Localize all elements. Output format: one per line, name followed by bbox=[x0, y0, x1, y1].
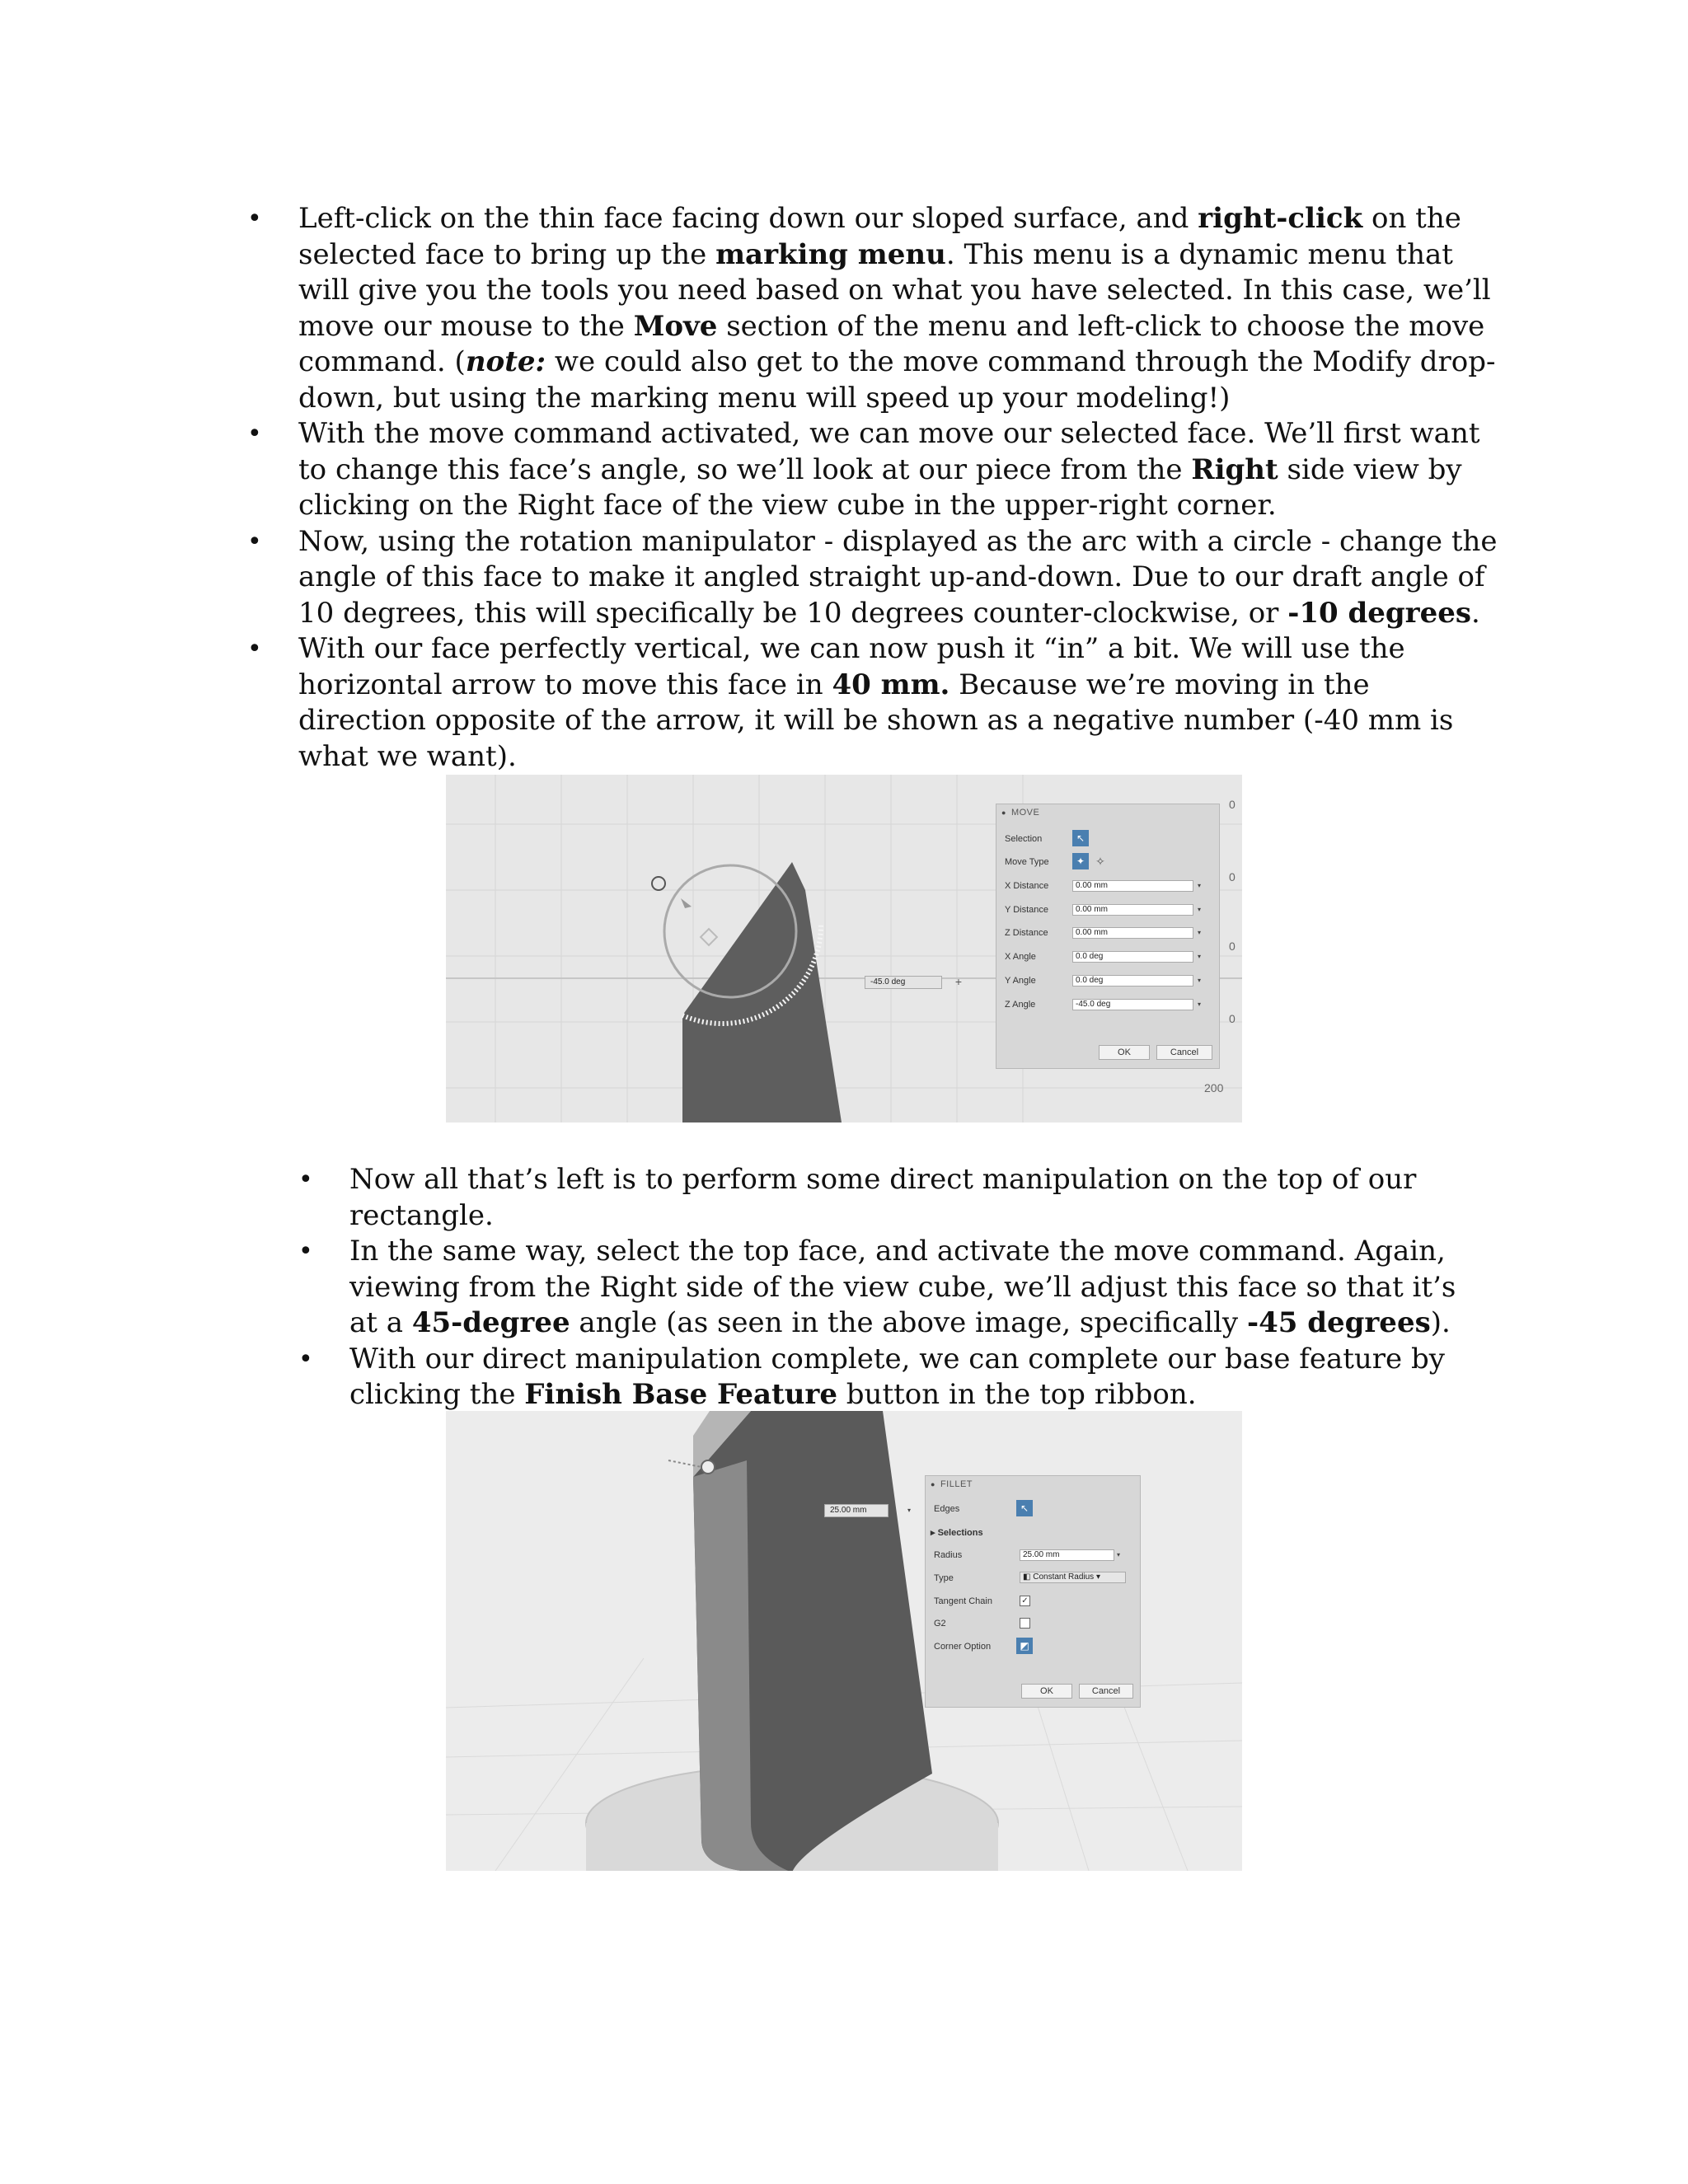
type-label: Type bbox=[934, 1573, 954, 1583]
axis-label: 0 bbox=[1229, 940, 1236, 953]
x-angle-field[interactable]: 0.0 deg bbox=[1072, 951, 1193, 963]
dropdown-icon[interactable]: ▾ bbox=[1198, 929, 1202, 936]
y-angle-field[interactable]: 0.0 deg bbox=[1072, 975, 1193, 987]
z-angle-label: Z Angle bbox=[1005, 1000, 1036, 1010]
tangent-chain-label: Tangent Chain bbox=[934, 1596, 992, 1606]
text-run: With our face perfectly vertical, we can now push it “in” a bit. We will use the horizontal arrow to move this face in bbox=[298, 632, 1405, 701]
radius-input[interactable]: 25.00 mm bbox=[824, 1504, 889, 1517]
move-screenshot bbox=[446, 775, 1242, 1122]
radius-field[interactable]: 25.00 mm bbox=[1020, 1549, 1114, 1561]
list-item bbox=[298, 1342, 1469, 1413]
angle-input[interactable]: -45.0 deg bbox=[865, 976, 942, 989]
text-run: we could also get to the move command through the Modify drop-down, but using the marking menu will speed up your modeling!) bbox=[298, 345, 1496, 415]
text-run: Now all that’s left is to perform some direct manipulation on the top of our rectangle. bbox=[349, 1163, 1417, 1232]
text-run: button in the top ribbon. bbox=[837, 1378, 1197, 1411]
instruction-list-2 bbox=[298, 1162, 1469, 1413]
axis-label: 0 bbox=[1229, 870, 1236, 883]
bold-text: Finish Base Feature bbox=[524, 1378, 837, 1411]
dropdown-icon[interactable]: ▾ bbox=[1117, 1551, 1121, 1558]
dialog-title: ● MOVE bbox=[1001, 808, 1039, 818]
corner-option-label: Corner Option bbox=[934, 1642, 992, 1652]
x-angle-label: X Angle bbox=[1005, 952, 1036, 962]
y-angle-label: Y Angle bbox=[1005, 976, 1036, 986]
bold-text: marking menu bbox=[715, 237, 946, 271]
fillet-type-icon: ◧ bbox=[1023, 1572, 1034, 1582]
z-distance-field[interactable]: 0.00 mm bbox=[1072, 927, 1193, 939]
corner-option-icon[interactable]: ◩ bbox=[1016, 1638, 1033, 1654]
edges-label: Edges bbox=[934, 1504, 960, 1514]
cancel-button[interactable]: Cancel bbox=[1079, 1684, 1133, 1699]
z-angle-field[interactable]: -45.0 deg bbox=[1072, 999, 1193, 1010]
text-run: Now, using the rotation manipulator - displayed as the arc with a circle - change the angle of this face to make it angled straight up-and-down. Due to our draft angle of 10 degrees, this will specifically be 10 degrees counter-clockwise, or bbox=[298, 524, 1498, 630]
dropdown-icon[interactable]: ▾ bbox=[1198, 882, 1202, 889]
bold-text: -10 degrees bbox=[1287, 596, 1471, 630]
move-type-free-icon[interactable]: ✦ bbox=[1072, 853, 1089, 869]
rotation-handle[interactable] bbox=[652, 877, 665, 890]
text-run: on the selected face to bring up the bbox=[298, 202, 1461, 271]
dropdown-icon[interactable]: ▾ bbox=[1198, 977, 1202, 984]
fillet-handle[interactable] bbox=[701, 1460, 715, 1474]
bold-text: 40 mm. bbox=[832, 668, 950, 701]
expand-icon: ▸ bbox=[931, 1528, 938, 1538]
instruction-list-1 bbox=[247, 201, 1500, 775]
list-item bbox=[247, 631, 1500, 775]
text-run: side view by clicking on the Right face of the view cube in the upper-right corner. bbox=[298, 452, 1462, 522]
type-select[interactable]: ◧ Constant Radius ▾ bbox=[1020, 1572, 1126, 1583]
move-type-label: Move Type bbox=[1005, 857, 1049, 867]
move-dialog bbox=[996, 804, 1220, 1069]
list-item bbox=[298, 1234, 1469, 1342]
bold-text: right-click bbox=[1198, 202, 1363, 235]
text-run: With the move command activated, we can move our selected face. We’ll first want to change this face’s angle, so we’ll look at our piece from the bbox=[298, 417, 1480, 486]
dropdown-icon[interactable]: ▾ bbox=[1198, 906, 1202, 913]
handle-square bbox=[701, 929, 717, 945]
x-distance-field[interactable]: 0.00 mm bbox=[1072, 880, 1193, 892]
add-icon[interactable]: + bbox=[954, 975, 963, 988]
text-run: angle (as seen in the above image, specifically bbox=[570, 1306, 1247, 1339]
ok-button[interactable]: OK bbox=[1021, 1684, 1072, 1699]
x-distance-label: X Distance bbox=[1005, 881, 1049, 891]
bold-italic-text: note: bbox=[465, 345, 546, 378]
ok-button[interactable]: OK bbox=[1099, 1045, 1150, 1060]
g2-label: G2 bbox=[934, 1619, 946, 1629]
bold-text: Move bbox=[633, 309, 718, 343]
arrow-icon bbox=[681, 898, 692, 908]
axis-label: 0 bbox=[1229, 1012, 1236, 1025]
selections-toggle[interactable] bbox=[931, 1527, 983, 1538]
bold-text: Right bbox=[1191, 452, 1278, 486]
y-distance-label: Y Distance bbox=[1005, 905, 1048, 915]
cancel-button[interactable]: Cancel bbox=[1156, 1045, 1212, 1060]
z-distance-label: Z Distance bbox=[1005, 928, 1048, 938]
cursor-icon[interactable]: ↖ bbox=[1072, 830, 1089, 846]
selection-label: Selection bbox=[1005, 834, 1043, 844]
list-item bbox=[247, 201, 1500, 416]
text-run: With our direct manipulation complete, we can complete our base feature by clicking the bbox=[349, 1342, 1445, 1411]
text-run: ). bbox=[1430, 1306, 1451, 1339]
list-item bbox=[247, 524, 1500, 632]
type-value: Constant Radius bbox=[1033, 1572, 1095, 1582]
selections-label: Selections bbox=[937, 1528, 983, 1538]
text-run: Because we’re moving in the direction opposite of the arrow, it will be shown as a negative number (-40 mm is what we want). bbox=[298, 668, 1454, 773]
text-run: . bbox=[1471, 596, 1480, 630]
g2-checkbox[interactable] bbox=[1020, 1618, 1030, 1629]
move-type-point-icon[interactable]: ✧ bbox=[1095, 855, 1105, 868]
tangent-chain-checkbox[interactable]: ✓ bbox=[1020, 1596, 1030, 1606]
dropdown-icon[interactable]: ▾ bbox=[1198, 953, 1202, 960]
dialog-title: ● FILLET bbox=[931, 1479, 973, 1489]
text-run: section of the menu and left-click to choose the move command. ( bbox=[298, 309, 1485, 378]
bold-text: -45 degrees bbox=[1246, 1306, 1431, 1339]
radius-label: Radius bbox=[934, 1550, 963, 1560]
y-distance-field[interactable]: 0.00 mm bbox=[1072, 904, 1193, 916]
text-run: In the same way, select the top face, and activate the move command. Again, viewing from the Right side of the view cube, we’ll adjust this face so that it’s at a bbox=[349, 1235, 1456, 1339]
axis-label: 200 bbox=[1204, 1081, 1224, 1094]
cursor-icon[interactable]: ↖ bbox=[1016, 1500, 1033, 1516]
text-run: . This menu is a dynamic menu that will give you the tools you need based on what you have selected. In this case, we’ll move our mouse to the bbox=[298, 237, 1491, 343]
text-run: Left-click on the thin face facing down our sloped surface, and bbox=[298, 202, 1198, 235]
dropdown-icon[interactable]: ▾ bbox=[907, 1507, 912, 1514]
axis-label: 0 bbox=[1229, 798, 1236, 811]
list-item bbox=[247, 416, 1500, 524]
list-item bbox=[298, 1162, 1469, 1234]
fillet-dialog bbox=[925, 1475, 1141, 1708]
fillet-screenshot bbox=[446, 1411, 1242, 1871]
dropdown-icon[interactable]: ▾ bbox=[1198, 1001, 1202, 1008]
bold-text: 45-degree bbox=[411, 1306, 570, 1339]
